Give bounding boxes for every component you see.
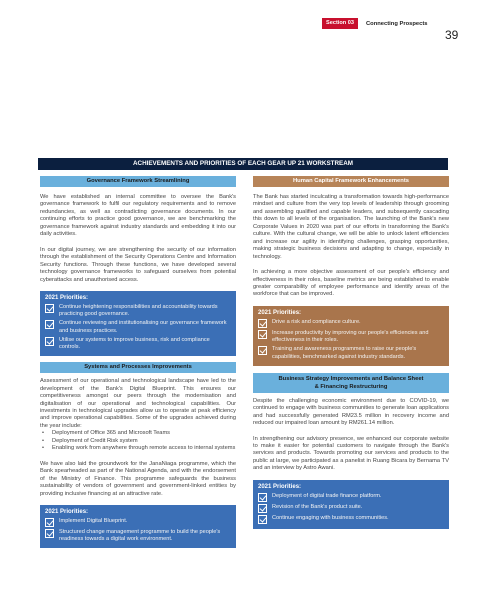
priority-text: Continue engaging with business communities.: [272, 514, 389, 521]
priority-text: Increase productivity by improving our people's efficiencies and effectiveness in their roles.: [272, 329, 429, 344]
priority-text: Implement Digital Blueprint.: [59, 518, 128, 524]
human-capital-paragraph-1: The Bank has started inculcating a transformation towards high-performance mindset and culture from the very top levels of leadership through grooming and assembling qualified and capable leaders, and subsequently cascading this down to all levels of the organisation. The launching of the Bank's new Corporate Values in 2020 was part of our efforts in transforming the Bank's culture. With the cultural change, we will be able to unlock latent efficiencies and increase our agility in identifying challenges, grasping opportunities, making strategic business decisions and adapting to change, especially in technology.: [253, 194, 449, 260]
checkbox-tick-icon: [258, 504, 267, 513]
systems-heading: Systems and Processes Improvements: [40, 362, 236, 373]
priority-item: [258, 319, 444, 328]
business-strategy-paragraph-1: Despite the challenging economic environment due to COVID-19, we continued to engage with business communities to generate loan applications and had successfully generated RM23.5 million in recovery income and reduced our impaired loan amount by RM261.14 million.: [253, 397, 449, 427]
business-strategy-heading-line-2: & Financing Restructuring: [314, 383, 388, 390]
governance-heading: Governance Framework Streamlining: [40, 176, 236, 187]
priority-text: Utilise our systems to improve business, risk and compliance controls.: [59, 336, 210, 350]
systems-priorities-box: [40, 505, 236, 548]
priority-item: [258, 330, 444, 344]
checkbox-tick-icon: [45, 529, 54, 538]
workstream-banner: ACHIEVEMENTS AND PRIORITIES OF EACH GEAR UP 21 WORKSTREAM: [38, 158, 448, 170]
priority-item: [258, 515, 444, 524]
priority-item: [45, 337, 231, 351]
priorities-title: 2021 Priorities:: [258, 483, 302, 490]
priorities-title: 2021 Priorities:: [258, 309, 302, 316]
priority-text: Revision of the Bank's product suite.: [272, 503, 363, 510]
checkbox-tick-icon: [45, 320, 54, 329]
governance-paragraph-1: We have established an internal committee to oversee the Bank's governance framework to fulfil our regulatory requirements and to remove redundancies, as well as contradicting governance documents. In our continuing efforts to practice good governance, we are benchmarking the governance framework against industry standards and embedding it into our daily activities.: [40, 194, 236, 238]
business-strategy-paragraph-2: In strengthening our advisory presence, we enhanced our corporate website to make it easier for potential customers to navigate through the Bank's services and products. Towards promoting our services and products to the public at large, we participated as a panelist in Ruang Bicara by Bernama TV and an interview by Astro Awani.: [253, 435, 449, 472]
list-item: • Deployment of Office 365 and Microsoft Teams: [40, 430, 236, 437]
governance-paragraph-2: In our digital journey, we are strengthening the security of our information through the establishment of the Security Operations Centre and Information Security functions. Through these functions, we have developed several technology governance frameworks to safeguard ourselves from potential cyberattacks and unauthorised access.: [40, 246, 236, 283]
business-strategy-heading: [253, 373, 449, 393]
priorities-title: 2021 Priorities:: [45, 509, 89, 515]
checkbox-tick-icon: [258, 515, 267, 524]
right-column: [253, 176, 449, 529]
systems-paragraph-2: We have also laid the groundwork for the JanaNiaga programme, which the Bank spearheaded as part of the National Agenda, and with the endorsement of the Ministry of Finance. This programme safeguards the business sustainability of vendors of government and government-linked entities by providing inclusive financing at an attractive rate.: [40, 460, 236, 497]
business-strategy-priorities-box: [253, 480, 449, 529]
section-title: Connecting Prospects: [365, 20, 428, 27]
section-badge: Section 03: [322, 18, 358, 29]
section-header: [322, 18, 428, 29]
priority-item: [45, 320, 231, 334]
priority-text: Structured change management programme to build the people's readiness towards a digital work environment.: [59, 529, 221, 543]
checkbox-tick-icon: [258, 330, 267, 339]
list-item: • Enabling work from anywhere through remote access to internal systems: [40, 445, 236, 452]
priority-text: Deployment of digital trade finance platform.: [272, 492, 382, 499]
priority-text: Drive a risk and compliance culture.: [272, 318, 361, 325]
priority-text: Training and awareness programmes to raise our people's capabilities, benchmarked against industry standards.: [272, 346, 417, 360]
governance-priorities-box: [40, 291, 236, 356]
upgrades-list: [40, 430, 236, 452]
priority-item: [258, 346, 444, 360]
business-strategy-heading-line-1: Business Strategy Improvements and Balance Sheet: [278, 375, 424, 382]
checkbox-tick-icon: [45, 337, 54, 346]
checkbox-tick-icon: [258, 493, 267, 502]
priority-text: Continue reviewing and institutionalising our governance framework and business practices.: [59, 320, 227, 334]
checkbox-tick-icon: [258, 346, 267, 355]
priority-item: [45, 529, 231, 543]
page-number: 39: [445, 28, 459, 42]
human-capital-heading: Human Capital Framework Enhancements: [253, 176, 449, 187]
left-column: [40, 176, 236, 548]
priority-item: [258, 504, 444, 513]
list-item: • Deployment of Credit Risk system: [40, 438, 236, 445]
priority-item: [45, 518, 231, 527]
checkbox-tick-icon: [45, 518, 54, 527]
checkbox-tick-icon: [45, 304, 54, 313]
human-capital-paragraph-2: In achieving a more objective assessment of our people's efficiency and effectiveness in their roles, baseline metrics are being established to enable greater comparability of employee performance and identify areas of the workforce that can be improved.: [253, 269, 449, 298]
priority-text: Continue heightening responsibilities and accountability towards practicing good governance.: [59, 303, 218, 318]
priority-item: [258, 493, 444, 502]
systems-paragraph-1: Assessment of our operational and technological landscape have led to the development of the Bank's Digital Blueprint. This ensures our competitiveness amongst our peers through the modernisation and digitalisation of our operational and technological capabilities. Our investments in technological upgrades allow us to operate at peak efficiency and improve operational capabilities. Some of the upgrades achieved during the year include:: [40, 378, 236, 429]
checkbox-tick-icon: [258, 319, 267, 328]
priorities-title: 2021 Priorities:: [45, 294, 89, 301]
human-capital-priorities-box: [253, 306, 449, 366]
priority-item: [45, 304, 231, 318]
